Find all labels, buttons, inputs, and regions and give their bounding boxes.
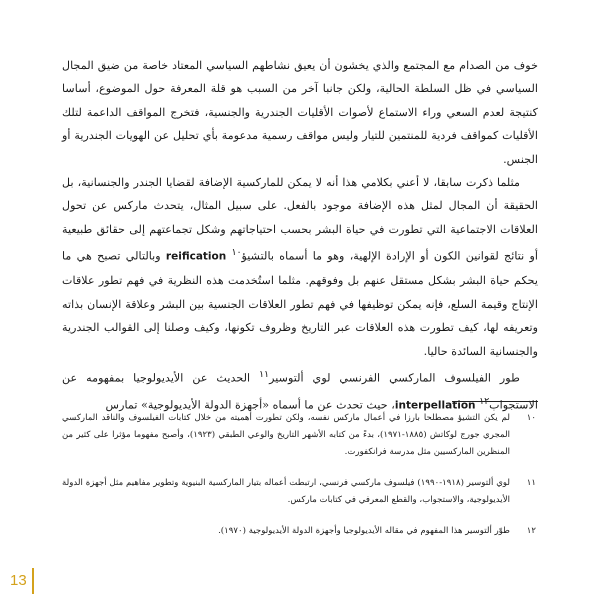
footnotes-section — [62, 410, 538, 554]
paragraph-1: خوف من الصدام مع المجتمع والذي يخشون أن يعيق نشاطهم السياسي المعتاد خاصة من ضيق المجال السياسي في ظل السلطة الحالية، ولكن جانبا آخر من السبب هو قلة المعرفة حول الموضوع، أساسا كنتيجة لعدم السعي وراء الاستماع لأصوات الأقليات الجندرية والجنسية، فتخرج المواقف الداعمة لتلك الأقليات كمواقف فردية للمنتمين للتيار وليس مواقف رسمية مدعومة بأي تحليل عن الهويات الجندرية أو الجنس. — [62, 59, 538, 166]
footnote-11 — [62, 475, 538, 509]
paragraph-3-text-b: الحديث عن الأيديولوجيا بمفهومه عن الاستجواب — [62, 371, 538, 412]
paragraph-3-text-c: ، حيث تحدث عن ما أسماه «أجهزة الدولة الأيديولوجية» تمارس — [105, 398, 395, 412]
footnote-ref-11[interactable]: ١١ — [259, 369, 270, 381]
footnote-number: ١٠ — [526, 413, 536, 423]
footnote-10 — [62, 410, 538, 461]
footnote-text: لوي ألتوسير (١٩١٨-١٩٩٠) فيلسوف ماركسي فرنسي، ارتبطت أعماله بتيار الماركسية البنيوية وتطوير مفاهيم مثل أجهزة الدولة الأيديولوجية، والاستجواب، والقطع المعرفي في كتابات ماركس. — [62, 478, 510, 505]
page-number: 13 — [10, 572, 27, 589]
term-reification: reification — [165, 250, 227, 263]
footnote-separator — [452, 401, 538, 402]
paragraph-2-text-b: وبالتالي تصبح هي ما يحكم حياة البشر بشكل مستقل عنهم بل وفوقهم. مثلما استُخدمت هذه النظرية في فهم تطور علاقات الإنتاج وقيمة السلع، فإنه يمكن توظيفها في فهم تطور العلاقات الجنسية بين البشر وعلاقة الإنسان بذاته وتعريفه لها، كيف تطورت هذه العلاقات عبر التاريخ وظروف تكونها، وكيف وصلنا إلى القوالب الجندرية والجنسانية السائدة حاليا. — [62, 249, 538, 358]
paragraph-2 — [62, 171, 538, 363]
page-footer — [0, 568, 40, 594]
footnote-number: ١١ — [526, 478, 536, 488]
footnote-text: لم يكن التشيؤ مصطلحا بارزا في أعمال ماركس نفسه، ولكن تطورت أهميته من خلال كتابات الفيلسوف والناقد الماركسي المجري جورج لوكاتش (١٨٨٥-١٩٧١)، بدءً من كتابه الأشهر التاريخ والوعي الطبقي (١٩٢٣)، وأصبح مفهوما مؤثرا على كثير من المنظرين الماركسيين مثل مدرسة فرانكفورت. — [62, 413, 510, 457]
footnote-12 — [62, 523, 538, 540]
footnote-text: طوّر ألتوسير هذا المفهوم في مقاله الأيديولوجيا وأجهزة الدولة الأيديولوجية (١٩٧٠). — [218, 526, 510, 536]
footnote-ref-12[interactable]: ١٢ — [479, 396, 490, 408]
paragraph-3-text-a: طور الفيلسوف الماركسي الفرنسي لوي ألتوسير — [269, 371, 520, 385]
document-page — [0, 44, 600, 600]
main-body-text — [62, 54, 538, 418]
paragraph-2-text-a: مثلما ذكرت سابقا، لا أعني بكلامي هذا أنه لا يمكن للماركسية الإضافة لقضايا الجندر والجنسانية، بل الحقيقة أن المجال لمثل هذه الإضافة موجود بالفعل. على سبيل المثال، يتحدث ماركس عن تحول العلاقات الاجتماعية التي تطورت في حياة البشر بحسب احتياجاتهم وشكل تجماعتهم إلى حقائق طبيعية أو نتائج لقوانين الكون أو الإرادة الإلهية، وهو ما أسماه بالتشيؤ — [62, 176, 539, 263]
term-interpellation: interpellation — [394, 399, 476, 412]
footnote-number: ١٢ — [526, 526, 536, 536]
footnote-ref-10[interactable]: ١٠ — [231, 247, 242, 259]
page-number-accent-bar — [32, 568, 34, 594]
